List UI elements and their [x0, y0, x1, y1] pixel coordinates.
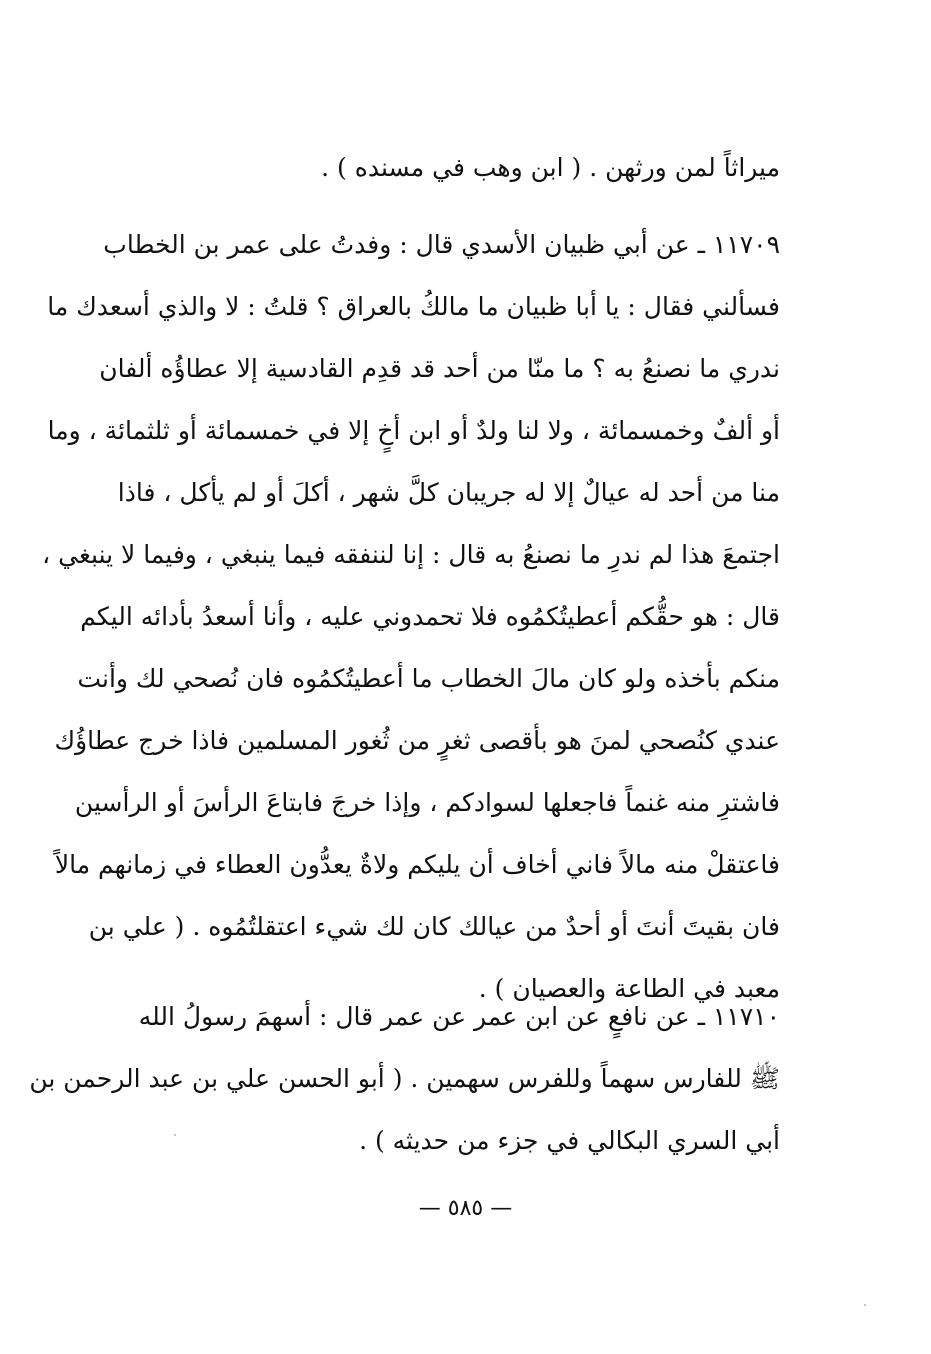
scan-speck	[864, 1304, 866, 1306]
text-line: فاشترِ منه غنماً فاجعلها لسوادكم ، وإذا خرجَ فابتاعَ الرأسَ أو الرأسين	[74, 788, 780, 817]
text-line: معبد في الطاعة والعصيان ) .	[478, 974, 780, 1003]
scan-speck	[174, 1134, 176, 1136]
text-line: ١١٧٠٩ ـ عن أبي ظبيان الأسدي قال : وفدتُ على عمر بن الخطاب	[103, 230, 780, 259]
page-number: — ٥٨٥ —	[418, 1196, 513, 1221]
text-line: اجتمعَ هذا لم ندرِ ما نصنعُ به قال : إنا لننفقه فيما ينبغي ، وفيما لا ينبغي ،	[42, 540, 780, 569]
text-line: منكم بأخذه ولو كان مالَ الخطاب ما أعطيتُكمُوه فان نُصحي لك وأنت	[77, 664, 780, 693]
text-line: عندي كنُصحي لمنَ هو بأقصى ثغرٍ من ثُغور المسلمين فاذا خرج عطاؤُك	[54, 726, 780, 755]
intro-paragraph	[158, 137, 780, 199]
text-line: ١١٧١٠ ـ عن نافعٍ عن ابن عمر عن عمر قال : أسهمَ رسولُ الله	[138, 1002, 780, 1031]
text-line: ميراثاً لمن ورثهن . ( ابن وهب في مسنده ) .	[321, 153, 780, 182]
text-line: فاعتقلْ منه مالاً فاني أخاف أن يليكم ولاةٌ يعدُّون العطاء في زمانهم مالاً	[54, 850, 780, 879]
text-line: فسألني فقال : يا أبا ظبيان ما مالكُ بالعراق ؟ قلتُ : لا والذي أسعدك ما	[47, 292, 780, 321]
text-line: ﷺ للفارس سهماً وللفرس سهمين . ( أبو الحسن علي بن عبد الرحمن بن	[29, 1064, 780, 1093]
hadith-1709	[42, 214, 780, 1020]
text-line: منا من أحد له عيالٌ إلا له جريبان كلَّ شهر ، أكلَ أو لم يأكل ، فاذا	[117, 478, 780, 507]
text-line: ندري ما نصنعُ به ؟ ما منّا من أحد قد قدِم القادسية إلا عطاؤُه ألفان	[99, 354, 780, 383]
text-line: أبي السري البكالي في جزء من حديثه ) .	[359, 1126, 780, 1155]
text-line: فان بقيتَ أنتَ أو أحدٌ من عيالك كان لك شيء اعتقلتُمُوه . ( علي بن	[88, 912, 780, 941]
hadith-1710	[29, 986, 780, 1172]
text-line: أو ألفٌ وخمسمائة ، ولا لنا ولدٌ أو ابن أخٍ إلا في خمسمائة أو ثلثمائة ، وما	[47, 416, 780, 445]
text-line: قال : هو حقُّكم أعطيتُكمُوه فلا تحمدوني عليه ، وأنا أسعدُ بأدائه اليكم	[80, 602, 780, 631]
